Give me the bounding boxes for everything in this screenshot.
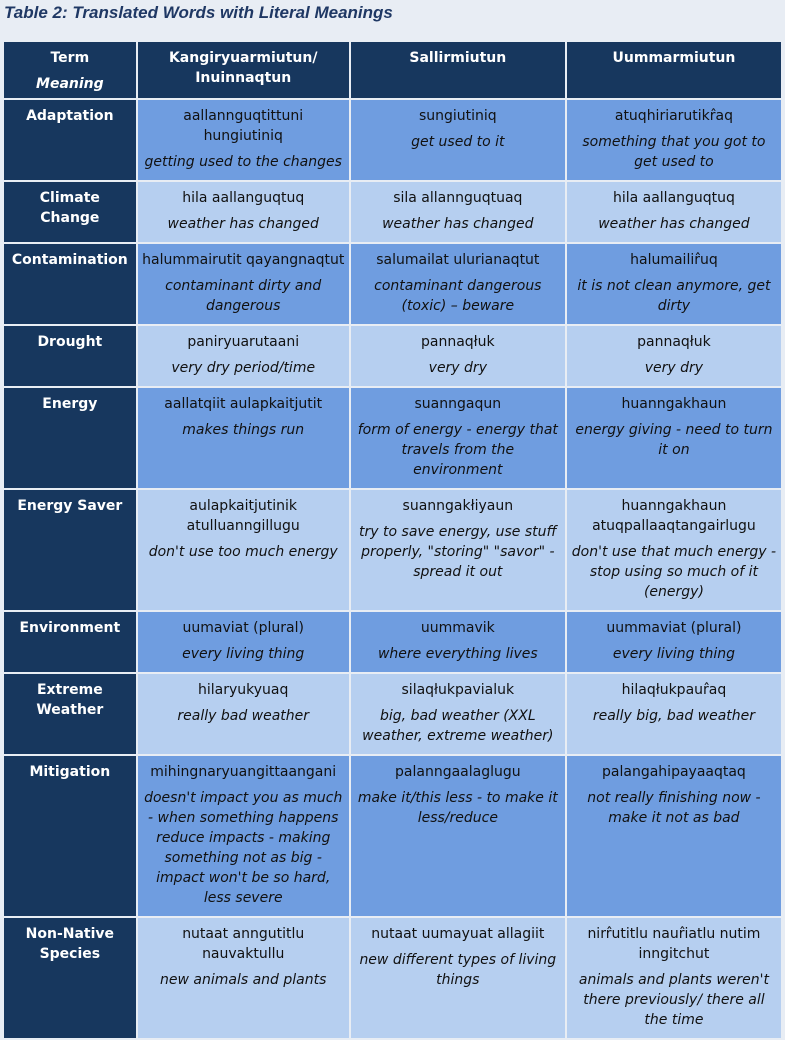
row-term: Mitigation: [4, 756, 136, 916]
literal-meaning: very dry: [428, 360, 487, 376]
table-header: [4, 42, 781, 98]
literal-meaning: new animals and plants: [160, 972, 327, 988]
row-term: Climate Change: [4, 182, 136, 242]
native-word: aallannguqtittuni hungiutiniq: [183, 108, 304, 144]
cell-kangiryuarmiutun: [138, 100, 349, 180]
cell-sallirmiutun: [351, 326, 565, 386]
literal-meaning: energy giving - need to turn it on: [575, 422, 773, 458]
table-row: [4, 918, 781, 1038]
cell-kangiryuarmiutun: [138, 674, 349, 754]
native-word: halumailir̂uq: [630, 252, 718, 268]
row-term: Adaptation: [4, 100, 136, 180]
header-term: [4, 42, 136, 98]
table-row: [4, 100, 781, 180]
literal-meaning: try to save energy, use stuff properly, "storing" "savor" - spread it out: [359, 524, 557, 580]
literal-meaning: animals and plants weren't there previously/ there all the time: [578, 972, 769, 1028]
native-word: aulapkaitjutinik atulluanngillugu: [186, 498, 300, 534]
cell-uummarmiutun: [567, 674, 781, 754]
native-word: pannaqłuk: [637, 334, 711, 350]
header-meaning-label: Meaning: [36, 76, 104, 92]
literal-meaning: don't use that much energy - stop using so much of it (energy): [571, 544, 777, 600]
native-word: halummairutit qayangnaqtut: [142, 252, 345, 268]
literal-meaning: makes things run: [182, 422, 305, 438]
table-row: [4, 388, 781, 488]
native-word: hila aallanguqtuq: [182, 190, 305, 206]
literal-meaning: get used to it: [411, 134, 505, 150]
literal-meaning: form of energy - energy that travels from the environment: [357, 422, 558, 478]
native-word: atuqhiriarutikr̂aq: [614, 108, 734, 124]
literal-meaning: it is not clean anymore, get dirty: [577, 278, 771, 314]
literal-meaning: really bad weather: [177, 708, 310, 724]
native-word: silaqłukpavialuk: [401, 682, 515, 698]
cell-sallirmiutun: [351, 612, 565, 672]
native-word: aallatqiit aulapkaitjutit: [164, 396, 323, 412]
table-row: [4, 756, 781, 916]
literal-meaning: really big, bad weather: [592, 708, 756, 724]
cell-uummarmiutun: [567, 756, 781, 916]
literal-meaning: weather has changed: [598, 216, 750, 232]
table-row: [4, 326, 781, 386]
table-caption: Table 2: Translated Words with Literal Meanings: [4, 3, 393, 22]
cell-sallirmiutun: [351, 674, 565, 754]
literal-meaning: every living thing: [182, 646, 305, 662]
literal-meaning: weather has changed: [382, 216, 534, 232]
cell-kangiryuarmiutun: [138, 490, 349, 610]
literal-meaning: very dry period/time: [171, 360, 316, 376]
literal-meaning: weather has changed: [167, 216, 319, 232]
header-dialect-sallirmiutun: Sallirmiutun: [351, 42, 565, 98]
cell-kangiryuarmiutun: [138, 182, 349, 242]
row-term: Energy: [4, 388, 136, 488]
native-word: hilaryukyuaq: [198, 682, 289, 698]
cell-sallirmiutun: [351, 388, 565, 488]
row-term: Energy Saver: [4, 490, 136, 610]
cell-uummarmiutun: [567, 182, 781, 242]
native-word: huanngakhaun atuqpallaaqtangairlugu: [592, 498, 756, 534]
cell-sallirmiutun: [351, 918, 565, 1038]
cell-kangiryuarmiutun: [138, 244, 349, 324]
native-word: sungiutiniq: [418, 108, 497, 124]
cell-sallirmiutun: [351, 756, 565, 916]
cell-kangiryuarmiutun: [138, 326, 349, 386]
table-row: [4, 244, 781, 324]
cell-sallirmiutun: [351, 100, 565, 180]
literal-meaning: where everything lives: [377, 646, 538, 662]
native-word: nirr̂utitlu naur̂iatlu nutim inngitchut: [587, 926, 761, 962]
header-dialect-uummarmiutun: Uummarmiutun: [567, 42, 781, 98]
cell-uummarmiutun: [567, 918, 781, 1038]
literal-meaning: don't use too much energy: [148, 544, 338, 560]
literal-meaning: doesn't impact you as much - when something happens reduce impacts - making something not as big - impact won't be so hard, less severe: [144, 790, 343, 906]
literal-meaning: new different types of living things: [359, 952, 557, 988]
literal-meaning: not really finishing now - make it not as bad: [587, 790, 761, 826]
cell-sallirmiutun: [351, 182, 565, 242]
native-word: hila aallanguqtuq: [612, 190, 735, 206]
cell-kangiryuarmiutun: [138, 388, 349, 488]
literal-meaning: contaminant dangerous (toxic) – beware: [374, 278, 542, 314]
translated-words-table: [2, 40, 783, 1040]
literal-meaning: big, bad weather (XXL weather, extreme weather): [362, 708, 554, 744]
table-row: [4, 182, 781, 242]
table-row: [4, 612, 781, 672]
header-term-label: Term: [50, 50, 90, 66]
table-row: [4, 490, 781, 610]
cell-uummarmiutun: [567, 490, 781, 610]
native-word: palanngaalaglugu: [395, 764, 521, 780]
native-word: suanngakłiyaun: [402, 498, 514, 514]
cell-uummarmiutun: [567, 100, 781, 180]
table-row: [4, 674, 781, 754]
literal-meaning: contaminant dirty and dangerous: [165, 278, 322, 314]
row-term: Environment: [4, 612, 136, 672]
native-word: nutaat anngutitlu nauvaktullu: [182, 926, 305, 962]
native-word: salumailat ulurianaqtut: [376, 252, 540, 268]
native-word: uummavik: [420, 620, 495, 636]
row-term: Non-Native Species: [4, 918, 136, 1038]
cell-uummarmiutun: [567, 326, 781, 386]
row-term: Drought: [4, 326, 136, 386]
native-word: uummaviat (plural): [606, 620, 742, 636]
literal-meaning: very dry: [644, 360, 704, 376]
native-word: palangahipayaaqtaq: [602, 764, 746, 780]
native-word: sila allannguqtuaq: [393, 190, 523, 206]
cell-kangiryuarmiutun: [138, 756, 349, 916]
cell-sallirmiutun: [351, 244, 565, 324]
native-word: uumaviat (plural): [182, 620, 304, 636]
cell-kangiryuarmiutun: [138, 612, 349, 672]
native-word: pannaqłuk: [421, 334, 495, 350]
native-word: paniryuarutaani: [187, 334, 300, 350]
row-term: Contamination: [4, 244, 136, 324]
native-word: mihingnaryuangittaangani: [150, 764, 337, 780]
header-dialect-kangiryuarmiutun: Kangiryuarmiutun/ Inuinnaqtun: [138, 42, 349, 98]
cell-uummarmiutun: [567, 244, 781, 324]
literal-meaning: something that you got to get used to: [582, 134, 766, 170]
table-body: [4, 100, 781, 1038]
native-word: hilaqłukpaur̂aq: [621, 682, 727, 698]
cell-uummarmiutun: [567, 612, 781, 672]
native-word: suanngaqun: [414, 396, 502, 412]
cell-sallirmiutun: [351, 490, 565, 610]
cell-kangiryuarmiutun: [138, 918, 349, 1038]
literal-meaning: getting used to the changes: [144, 154, 342, 170]
literal-meaning: every living thing: [612, 646, 736, 662]
row-term: Extreme Weather: [4, 674, 136, 754]
cell-uummarmiutun: [567, 388, 781, 488]
native-word: huanngakhaun: [621, 396, 727, 412]
literal-meaning: make it/this less - to make it less/reduce: [357, 790, 558, 826]
native-word: nutaat uumayuat allagiit: [371, 926, 545, 942]
